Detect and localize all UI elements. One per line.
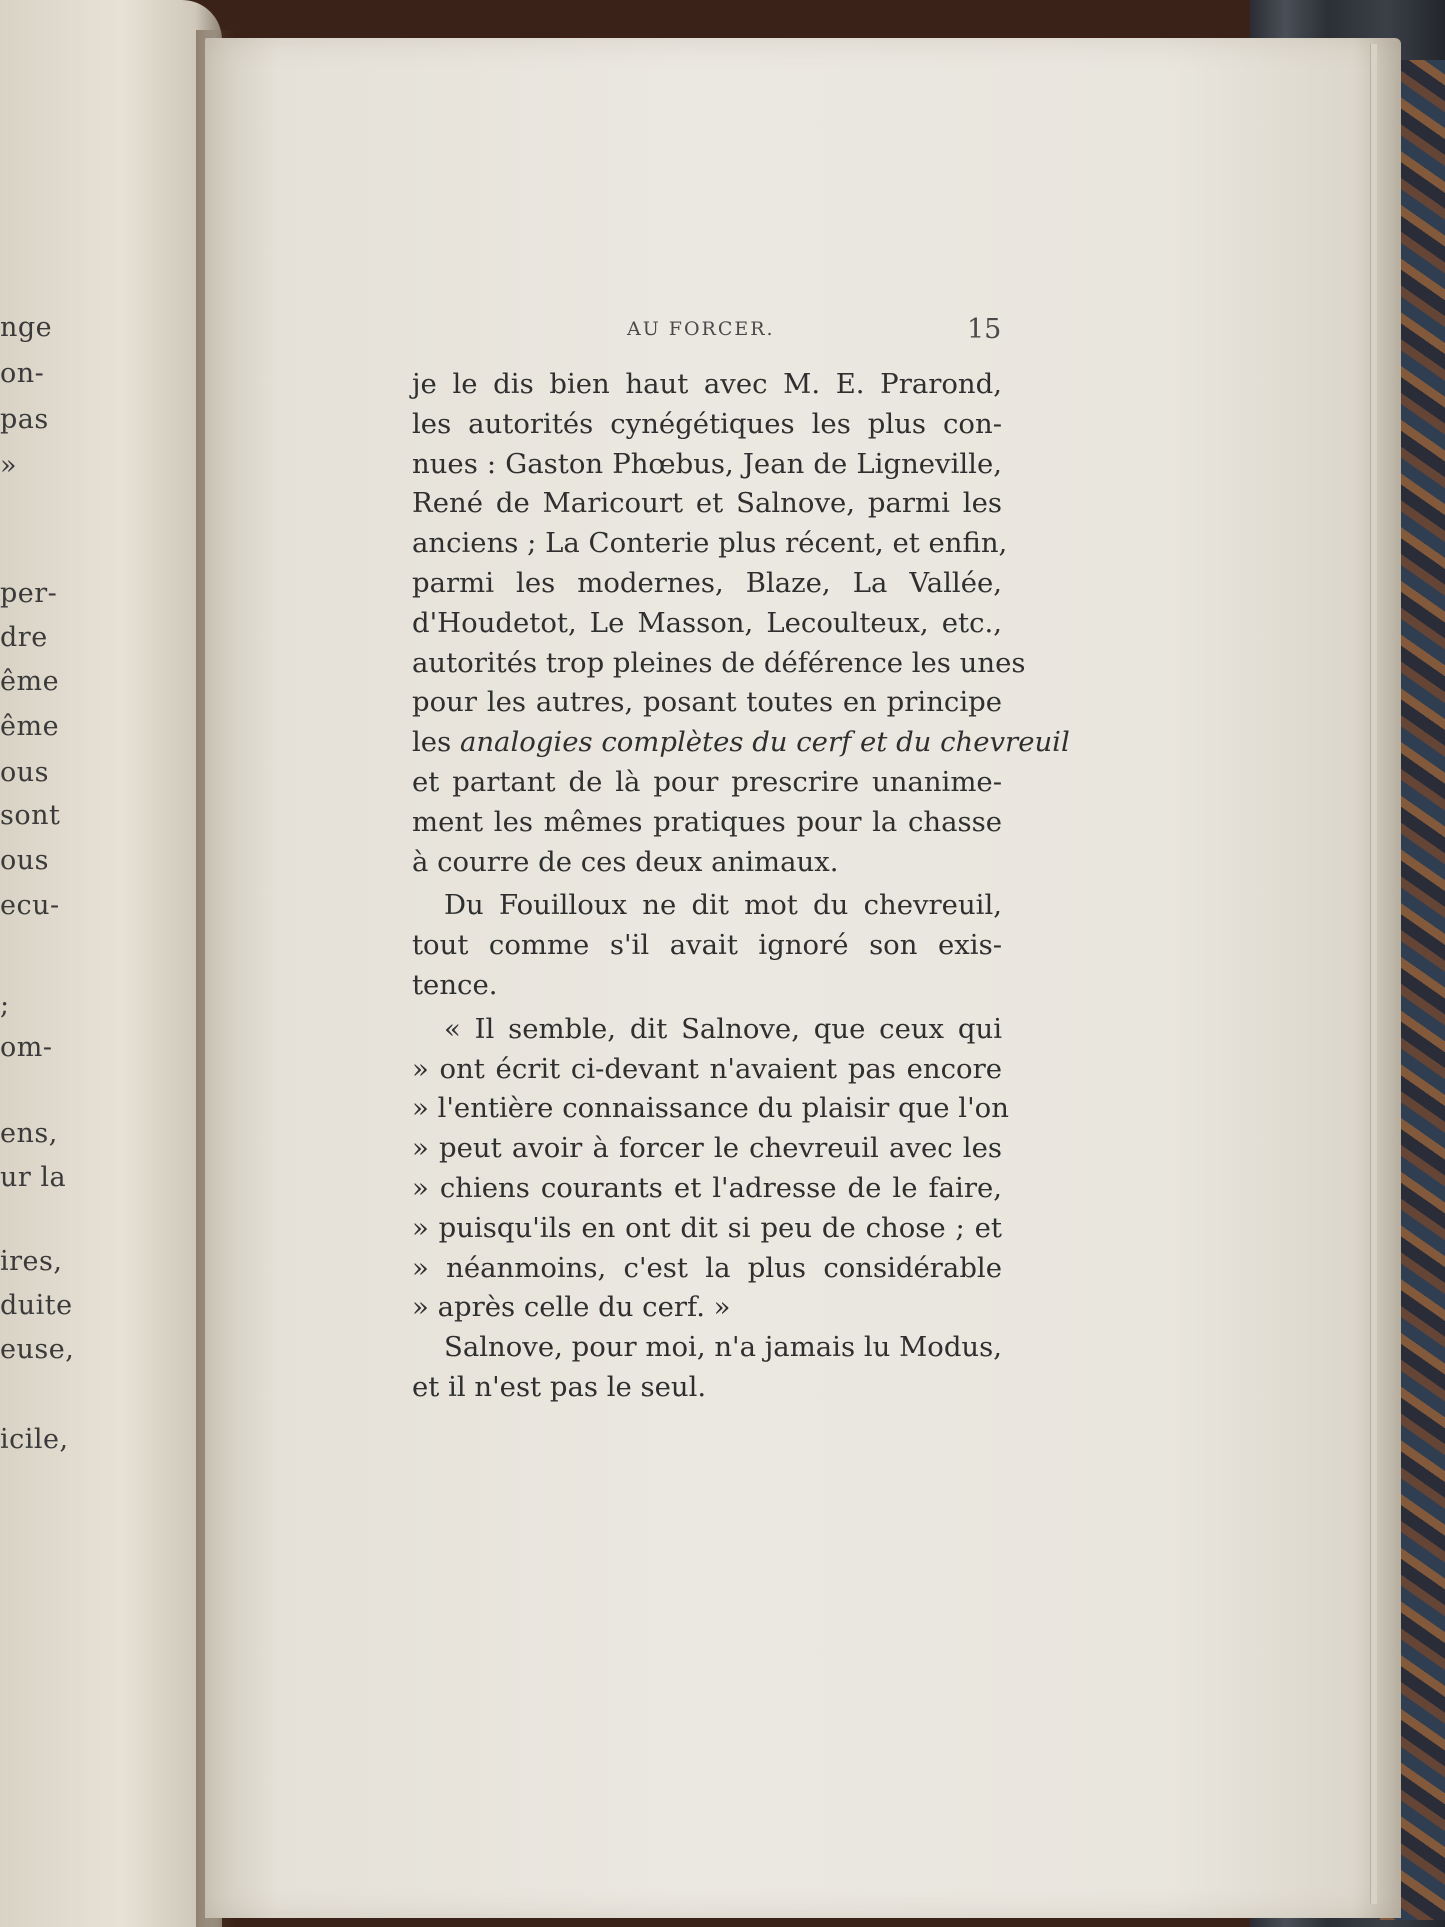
text-line: » peut avoir à forcer le chevreuil avec les [412,1132,1002,1165]
left-fragment: duite [0,1290,73,1321]
text-line: ment les mêmes pratiques pour la chasse [412,805,1002,838]
running-title: AU FORCER. [627,318,775,340]
left-fragment: ur la [0,1162,67,1193]
page-number: 15 [967,314,1002,345]
left-fragment: ecu- [0,890,60,921]
text-line: et il n'est pas le seul. [412,1370,707,1403]
text-line: pour les autres, posant toutes en principe [412,686,1002,719]
left-fragment: ême [0,711,60,742]
text-line: René de Maricourt et Salnove, parmi les [412,487,1002,520]
text-line: d'Houdetot, Le Masson, Lecoulteux, etc., [412,606,1002,639]
text-line: les autorités cynégétiques les plus con- [412,407,1002,440]
text-line: parmi les modernes, Blaze, La Vallée, [412,566,1002,599]
text-line: je le dis bien haut avec M. E. Prarond, [412,368,1002,400]
left-fragment: per- [0,578,58,609]
text-lead: les [412,726,460,759]
text-line: » néanmoins, c'est la plus considérable [412,1251,1002,1284]
left-fragment: sont [0,800,61,831]
page-edge [1370,44,1377,1904]
body-text [412,365,1070,1408]
left-fragment: ous [0,757,50,788]
left-fragment: on- [0,358,45,389]
left-fragment: om- [0,1032,53,1063]
left-page [0,0,222,1927]
text-line: nues : Gaston Phœbus, Jean de Ligneville, [412,447,1002,480]
left-fragment: ires, [0,1246,63,1277]
text-line: à courre de ces deux animaux. [412,845,839,878]
text-line: anciens ; La Conterie plus récent, et enfin, [412,527,1008,560]
italic-phrase: analogies complètes du cerf et du chevreuil [459,726,1070,759]
text-line: » puisqu'ils en ont dit si peu de chose ; et [412,1211,1002,1244]
text-line: Salnove, pour moi, n'a jamais lu Modus, [444,1331,1002,1364]
text-line: Du Fouilloux ne dit mot du chevreuil, [444,889,1002,922]
text-line: » chiens courants et l'adresse de le faire, [412,1171,1002,1204]
text-line: « Il semble, dit Salnove, que ceux qui [444,1012,1002,1045]
text-line: tout comme s'il avait ignoré son exis- [412,929,1002,962]
left-fragment: icile, [0,1424,69,1455]
text-line: et partant de là pour prescrire unanime- [412,765,1002,798]
text-line: autorités trop pleines de déférence les unes [412,646,1026,679]
text-line: » après celle du cerf. » [412,1291,731,1324]
left-fragment: » [0,450,18,481]
text-line: tence. [412,968,498,1001]
left-fragment: dre [0,622,48,653]
text-line-italic [412,723,1070,763]
text-line: » l'entière connaissance du plaisir que l'on [412,1092,1009,1125]
left-fragment: ; [0,990,10,1021]
left-fragment: euse, [0,1334,75,1365]
left-fragment: nge [0,312,53,343]
left-fragment: ême [0,666,60,697]
left-fragment: ous [0,845,50,876]
left-fragment: ens, [0,1118,58,1149]
text-line: » ont écrit ci-devant n'avaient pas encore [412,1052,1002,1085]
left-fragment: pas [0,404,49,435]
page-header [405,314,1005,358]
